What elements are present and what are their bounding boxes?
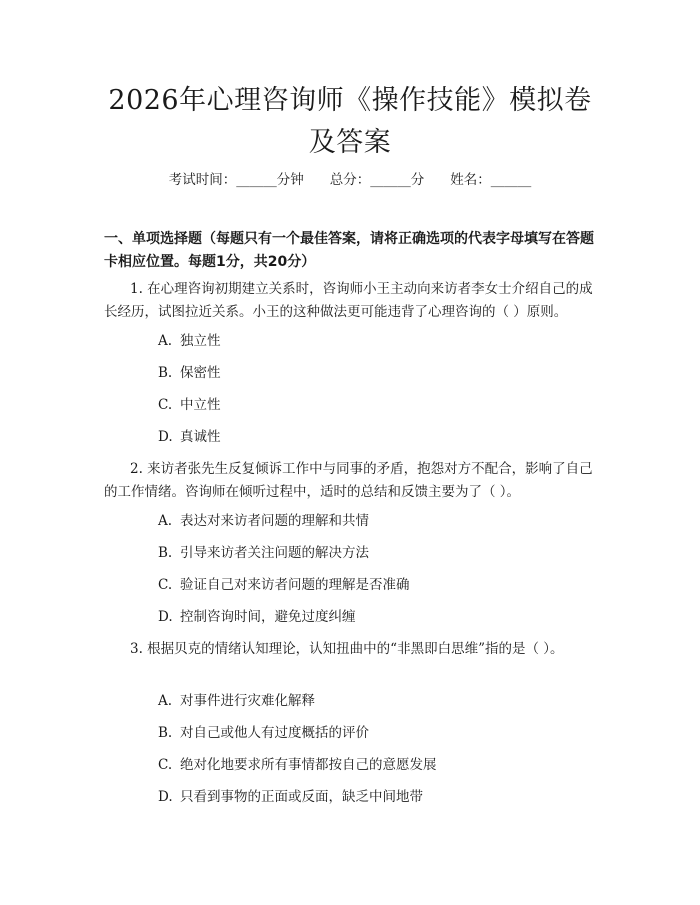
option-text: 控制咨询时间，避免过度纠缠 bbox=[180, 609, 356, 625]
option-text: 对自己或他人有过度概括的评价 bbox=[180, 725, 369, 741]
option-letter: B. bbox=[158, 545, 173, 561]
option-letter: C. bbox=[158, 397, 173, 413]
option-letter: A. bbox=[158, 513, 173, 529]
option-text: 中立性 bbox=[180, 397, 221, 413]
option-letter: C. bbox=[158, 757, 173, 773]
option-text: 只看到事物的正面或反面，缺乏中间地带 bbox=[180, 789, 423, 805]
option-text: 验证自己对来访者问题的理解是否准确 bbox=[180, 577, 410, 593]
question-2-text: 2. 来访者张先生反复倾诉工作中与同事的矛盾，抱怨对方不配合，影响了自己的工作情绪。咨询师在倾听过程中，适时的总结和反馈主要为了（ ）。 bbox=[104, 461, 593, 500]
option-text: 保密性 bbox=[180, 365, 221, 381]
question-2-option-b bbox=[158, 543, 369, 563]
question-3-option-d bbox=[158, 787, 423, 807]
document-title: 2026年心理咨询师《操作技能》模拟卷及答案 bbox=[108, 85, 592, 158]
option-text: 引导来访者关注问题的解决方法 bbox=[180, 545, 369, 561]
question-1-option-c bbox=[158, 395, 221, 415]
exam-time-field: 考试时间：______分钟 bbox=[168, 172, 304, 188]
question-1-option-b bbox=[158, 363, 221, 383]
question-3-option-b bbox=[158, 723, 369, 743]
option-letter: B. bbox=[158, 365, 173, 381]
question-3-option-a bbox=[158, 691, 315, 711]
section-heading: 一、单项选择题（每题只有一个最佳答案，请将正确选项的代表字母填写在答题卡相应位置。每题1分，共20分） bbox=[104, 231, 594, 270]
question-3-option-c bbox=[158, 755, 437, 775]
option-letter: C. bbox=[158, 577, 173, 593]
question-3-text: 3. 根据贝克的情绪认知理论，认知扭曲中的“非黑即白思维”指的是（ ）。 bbox=[130, 641, 564, 657]
option-text: 表达对来访者问题的理解和共情 bbox=[180, 513, 369, 529]
option-letter: A. bbox=[158, 693, 173, 709]
option-text: 对事件进行灾难化解释 bbox=[180, 693, 315, 709]
question-1-option-a bbox=[158, 331, 221, 351]
option-text: 绝对化地要求所有事情都按自己的意愿发展 bbox=[180, 757, 437, 773]
name-field: 姓名：______ bbox=[450, 172, 532, 188]
option-letter: D. bbox=[158, 429, 173, 445]
question-2-option-d bbox=[158, 607, 356, 627]
option-letter: A. bbox=[158, 333, 173, 349]
total-score-field: 总分：______分 bbox=[329, 172, 425, 188]
option-text: 独立性 bbox=[180, 333, 221, 349]
question-2-option-a bbox=[158, 511, 369, 531]
option-letter: D. bbox=[158, 789, 173, 805]
option-letter: B. bbox=[158, 725, 173, 741]
question-1-text: 1. 在心理咨询初期建立关系时，咨询师小王主动向来访者李女士介绍自己的成长经历，试图拉近关系。小王的这种做法更可能违背了心理咨询的（ ）原则。 bbox=[104, 281, 593, 320]
question-2-option-c bbox=[158, 575, 410, 595]
option-text: 真诚性 bbox=[180, 429, 221, 445]
exam-meta bbox=[0, 168, 700, 188]
option-letter: D. bbox=[158, 609, 173, 625]
question-1-option-d bbox=[158, 427, 221, 447]
